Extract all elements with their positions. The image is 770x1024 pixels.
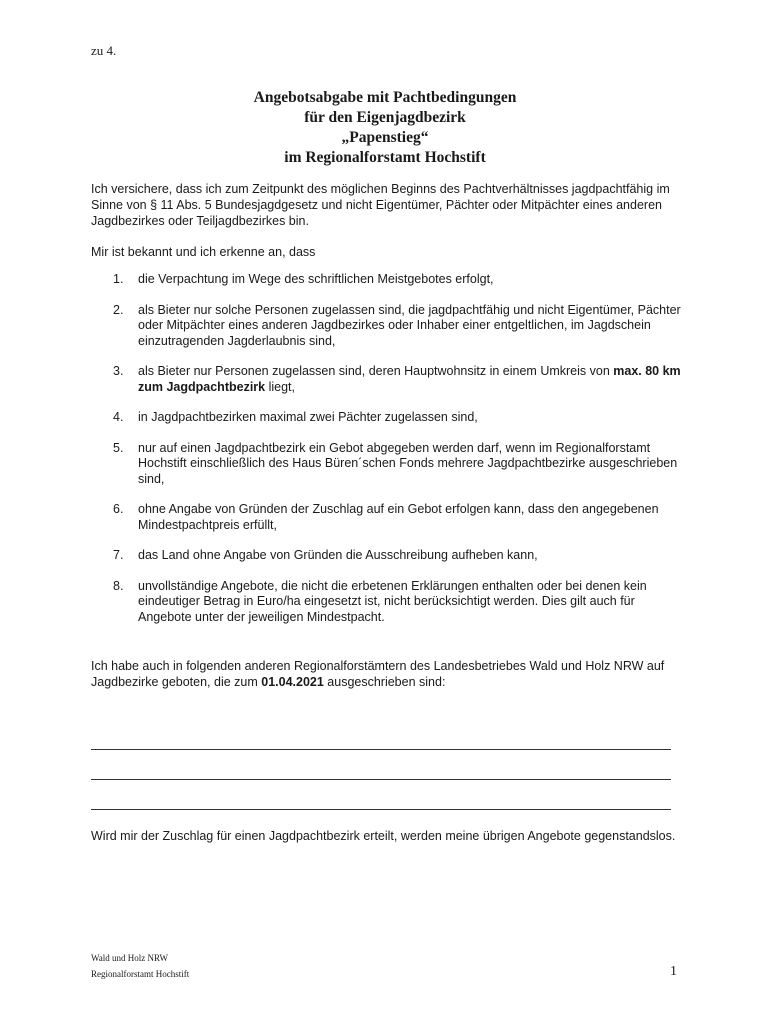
tender-date: 01.04.2021 <box>261 675 324 689</box>
list-item-text: die Verpachtung im Wege des schriftlichen Meistgebotes erfolgt, <box>138 272 494 286</box>
list-item-text: ohne Angabe von Gründen der Zuschlag auf ein Gebot erfolgen kann, dass den angegebenen Mindestpachtpreis erfüllt, <box>138 502 659 532</box>
acknowledgement-lead: Mir ist bekannt und ich erkenne an, dass <box>91 245 316 259</box>
fill-in-line-2[interactable] <box>91 779 671 780</box>
list-item-number: 5. <box>113 440 124 455</box>
document-title <box>0 88 770 168</box>
list-item <box>91 548 683 564</box>
other-bids-text-before: Ich habe auch in folgenden anderen Regionalforstämtern des Landesbetriebes Wald und Holz NRW auf Jagdbezirke geboten, die zum <box>91 659 665 689</box>
page-number: 1 <box>670 964 677 979</box>
fill-in-line-1[interactable] <box>91 749 671 750</box>
title-line-3: „Papenstieg“ <box>341 129 429 146</box>
list-item-number: 2. <box>113 302 124 317</box>
fill-in-line-3[interactable] <box>91 809 671 810</box>
list-item <box>91 364 683 395</box>
list-item <box>91 579 683 626</box>
list-item <box>91 441 683 488</box>
list-item-text <box>138 364 681 394</box>
title-line-1: Angebotsabgabe mit Pachtbedingungen <box>253 89 517 106</box>
list-item-text: in Jagdpachtbezirken maximal zwei Pächter zugelassen sind, <box>138 410 478 424</box>
footer-office: Regionalforstamt Hochstift <box>91 969 190 979</box>
list-item-text: unvollständige Angebote, die nicht die erbetenen Erklärungen enthalten oder bei denen kein eindeutiger Betrag in Euro/ha eingesetzt ist, nicht berücksichtigt werden. Dies gilt auch für Angebote unter der jeweiligen Mindestpacht. <box>138 578 647 624</box>
list-item-number: 3. <box>113 364 124 378</box>
footer-organization: Wald und Holz NRW <box>91 953 169 963</box>
list-item-number: 8. <box>113 578 124 593</box>
list-item-text-before: als Bieter nur Personen zugelassen sind, deren Hauptwohnsitz in einem Umkreis von <box>138 364 614 378</box>
list-item-number: 4. <box>113 410 124 424</box>
reference-label: zu 4. <box>91 43 117 58</box>
title-line-2: für den Eigenjagdbezirk <box>304 109 466 126</box>
list-item-number: 1. <box>113 272 124 286</box>
terms-list <box>91 272 683 625</box>
other-bids-paragraph <box>91 658 683 690</box>
list-item-text: nur auf einen Jagdpachtbezirk ein Gebot abgegeben werden darf, wenn im Regionalforstamt Hochstift einschließlich des Haus Büren´schen Fonds mehrere Jagdpachtbezirke ausgeschrieben sind, <box>138 440 678 486</box>
title-line-4: im Regionalforstamt Hochstift <box>284 149 486 166</box>
list-item <box>91 303 683 350</box>
list-item-text: als Bieter nur solche Personen zugelassen sind, die jagdpachtfähig und nicht Eigentümer, Pächter oder Mitpächter eines anderen Jagdbezirkes oder Inhaber einer entgeltlichen, im Jagdschein einzutragenden Jagderlaubnis sind, <box>138 302 681 348</box>
list-item-text: das Land ohne Angabe von Gründen die Ausschreibung aufheben kann, <box>138 548 538 562</box>
list-item-number: 6. <box>113 502 124 516</box>
list-item <box>91 272 683 288</box>
other-bids-text-after: ausgeschrieben sind: <box>323 675 446 689</box>
closing-paragraph: Wird mir der Zuschlag für einen Jagdpachtbezirk erteilt, werden meine übrigen Angebote gegenstandslos. <box>91 829 676 843</box>
list-item <box>91 410 683 426</box>
list-item-text-after: liegt, <box>265 379 296 394</box>
list-item <box>91 502 683 533</box>
distance-limit: max. 80 km zum Jagdpachtbezirk <box>138 364 681 394</box>
list-item-number: 7. <box>113 548 124 562</box>
intro-paragraph: Ich versichere, dass ich zum Zeitpunkt des möglichen Beginns des Pachtverhältnisses jagdpachtfähig im Sinne von § 11 Abs. 5 Bundesjagdgesetz und nicht Eigentümer, Pächter oder Mitpächter eines anderen Jagdbezirkes oder Teiljagdbezirkes bin. <box>91 182 670 228</box>
